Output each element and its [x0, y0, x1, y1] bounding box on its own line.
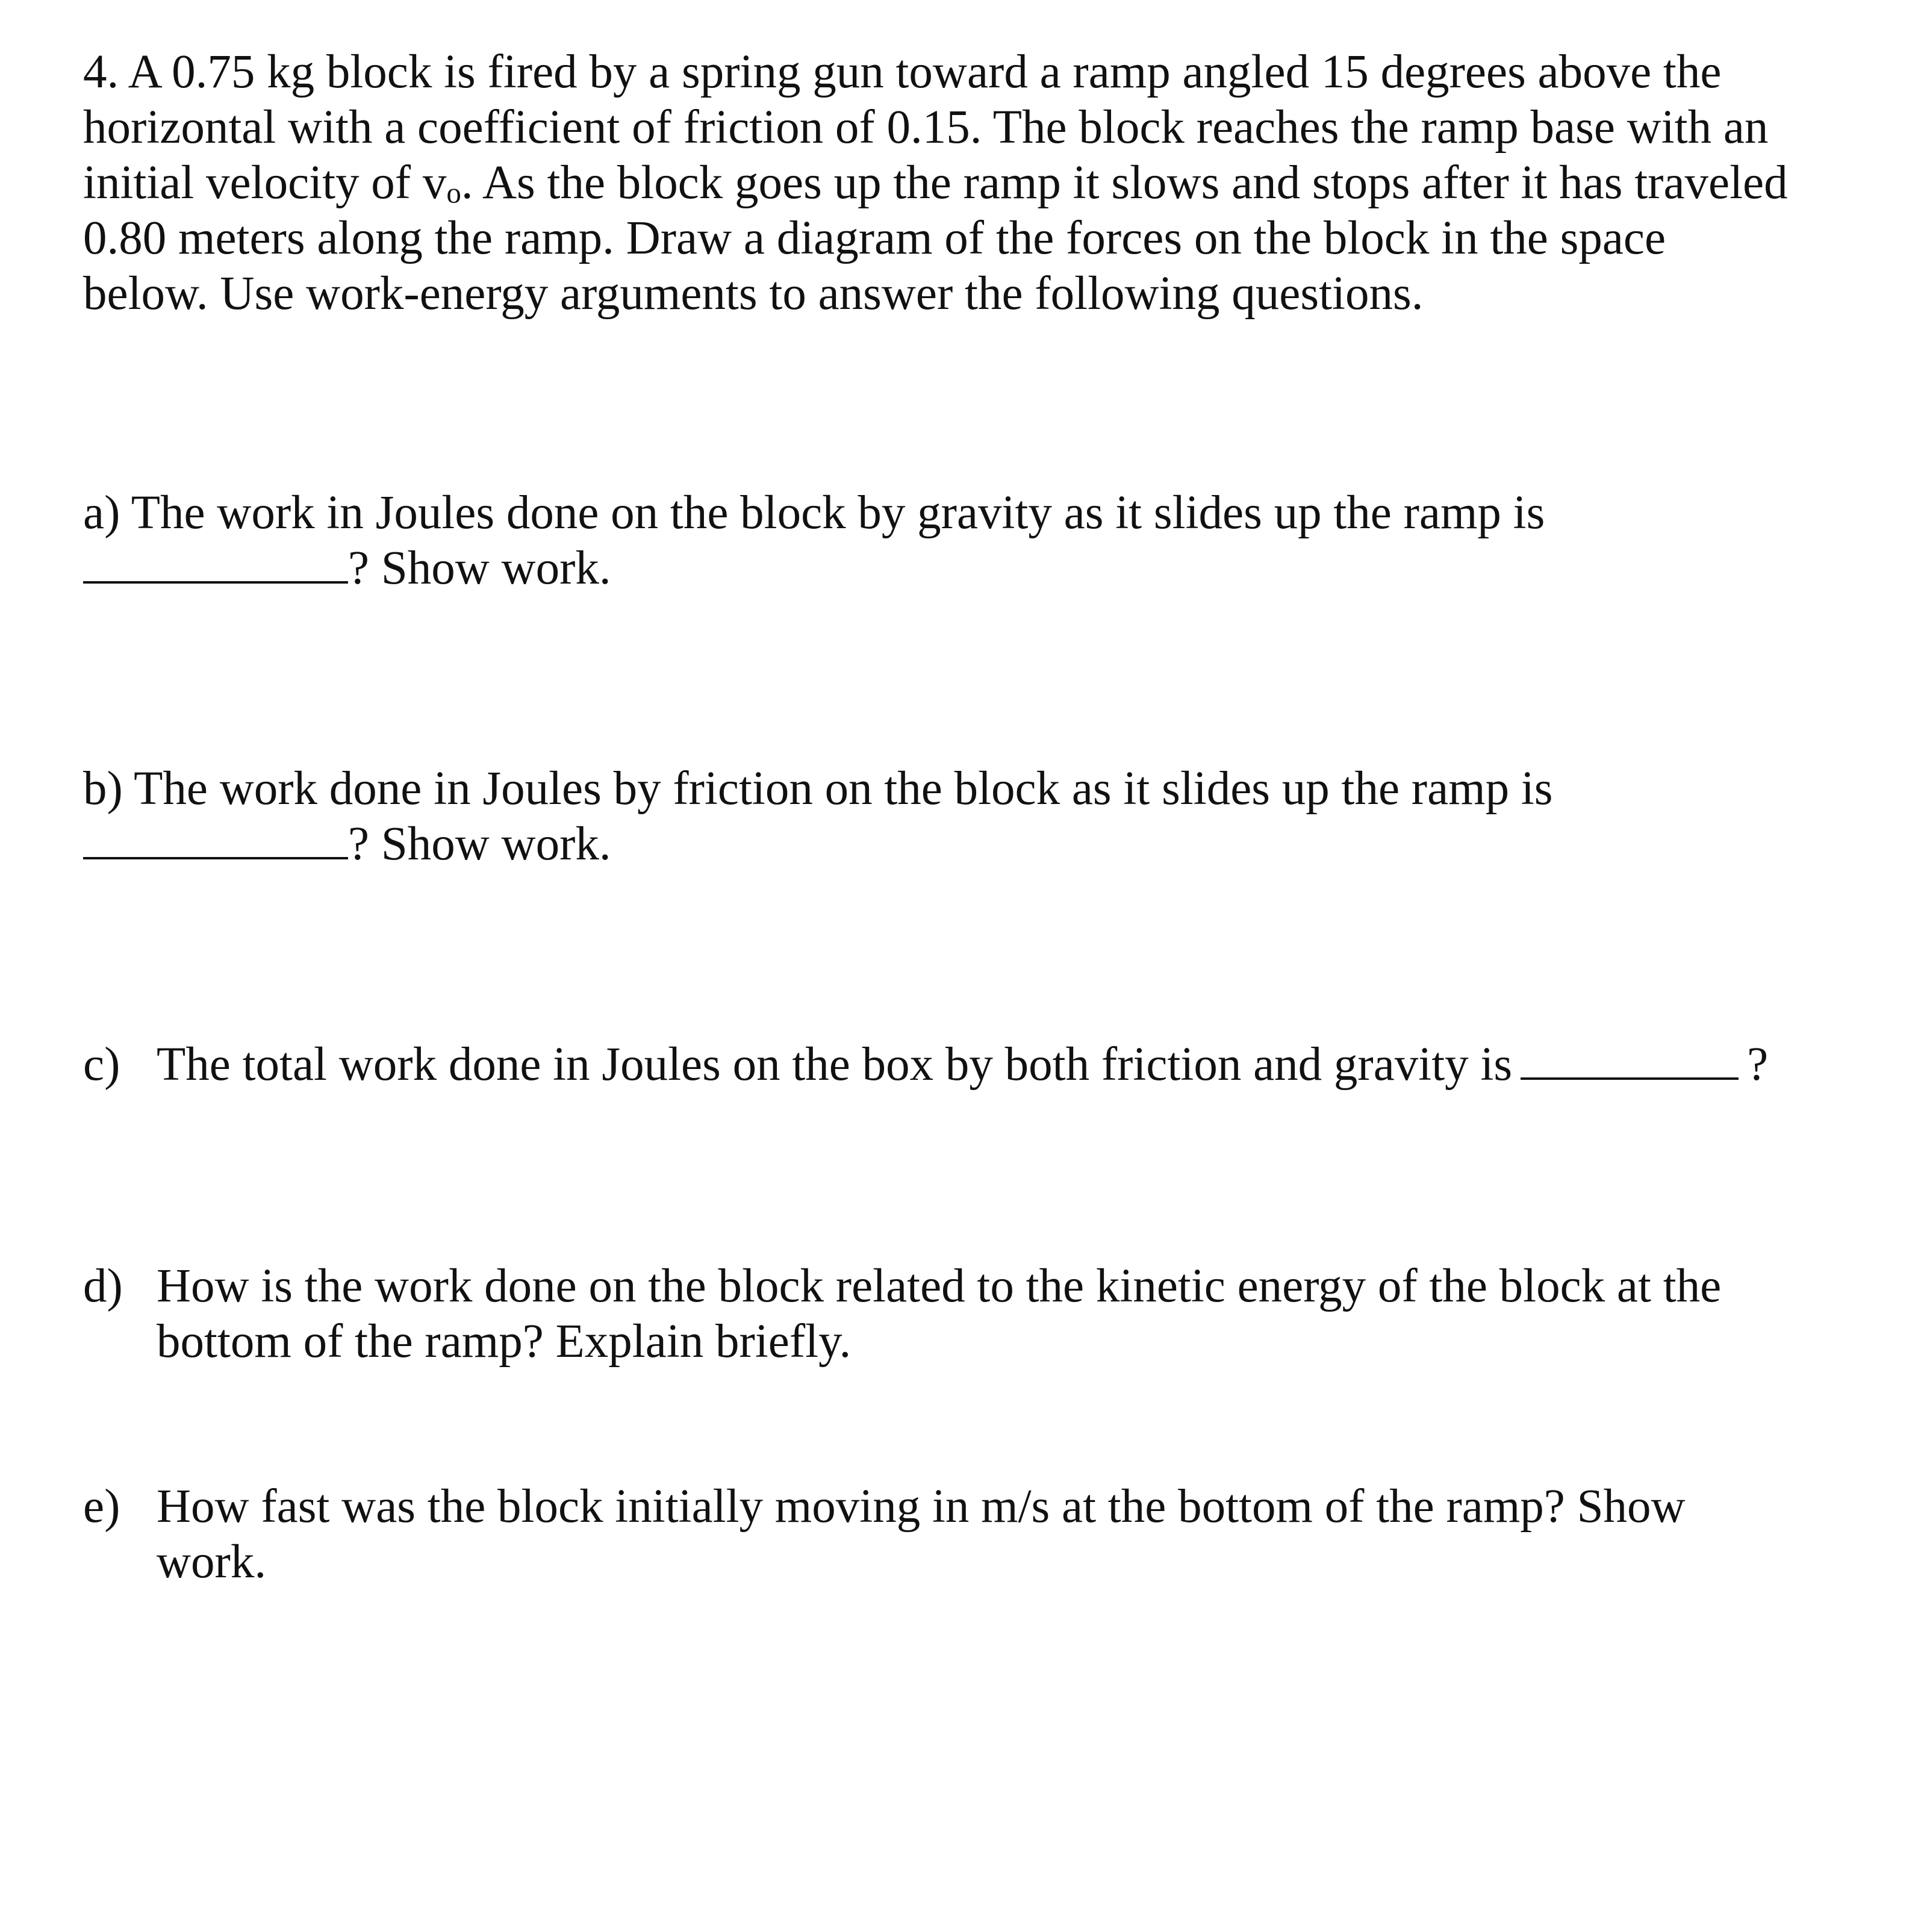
- question-c-end: ?: [1747, 1038, 1769, 1091]
- question-c-label: c): [83, 1038, 120, 1091]
- question-d: [83, 1259, 1860, 1370]
- question-e-label: e): [83, 1480, 120, 1533]
- question-d-line-1: [83, 1259, 1860, 1314]
- question-d-label: d): [83, 1260, 123, 1312]
- question-d-text-1: How is the work done on the block related to the kinetic energy of the block at the: [157, 1260, 1722, 1312]
- answer-blank-b[interactable]: [83, 856, 348, 859]
- problem-line-3-rest: . As the block goes up the ramp it slows and stops after it has traveled: [461, 157, 1788, 209]
- answer-blank-c[interactable]: [1521, 1077, 1739, 1080]
- question-e-line-2: work.: [157, 1536, 267, 1588]
- question-a-line-2: [83, 541, 1860, 596]
- question-a: [83, 485, 1860, 596]
- question-a-line-1: a) The work in Joules done on the block by gravity as it slides up the ramp is: [83, 487, 1545, 539]
- question-e-text-1: How fast was the block initially moving in m/s at the bottom of the ramp? Show: [157, 1480, 1686, 1533]
- problem-line-5: below. Use work-energy arguments to answer the following questions.: [83, 267, 1424, 320]
- question-e-line-1: [83, 1479, 1860, 1535]
- problem-line-2: horizontal with a coefficient of friction of 0.15. The block reaches the ramp base with an: [83, 101, 1769, 154]
- question-e: [83, 1479, 1860, 1590]
- question-b-line-1: b) The work done in Joules by friction on the block as it slides up the ramp is: [83, 762, 1553, 815]
- question-b-prompt: ? Show work.: [348, 818, 611, 870]
- question-a-prompt: ? Show work.: [348, 542, 611, 594]
- problem-line-3: [83, 155, 1860, 211]
- question-c-text: The total work done in Joules on the box by both friction and gravity is: [157, 1038, 1513, 1091]
- answer-blank-a[interactable]: [83, 581, 348, 584]
- question-c: [83, 1037, 1860, 1092]
- problem-statement: [83, 45, 1860, 322]
- question-b-line-2: [83, 817, 1860, 872]
- question-c-line: [83, 1037, 1860, 1092]
- question-b: [83, 761, 1860, 872]
- problem-line-3-text: initial velocity of v: [83, 157, 447, 209]
- problem-line-4: 0.80 meters along the ramp. Draw a diagram of the forces on the block in the space: [83, 212, 1666, 264]
- problem-line-1: 4. A 0.75 kg block is fired by a spring gun toward a ramp angled 15 degrees above the: [83, 46, 1722, 98]
- question-d-line-2: bottom of the ramp? Explain briefly.: [157, 1315, 852, 1368]
- velocity-subscript: o: [446, 176, 461, 210]
